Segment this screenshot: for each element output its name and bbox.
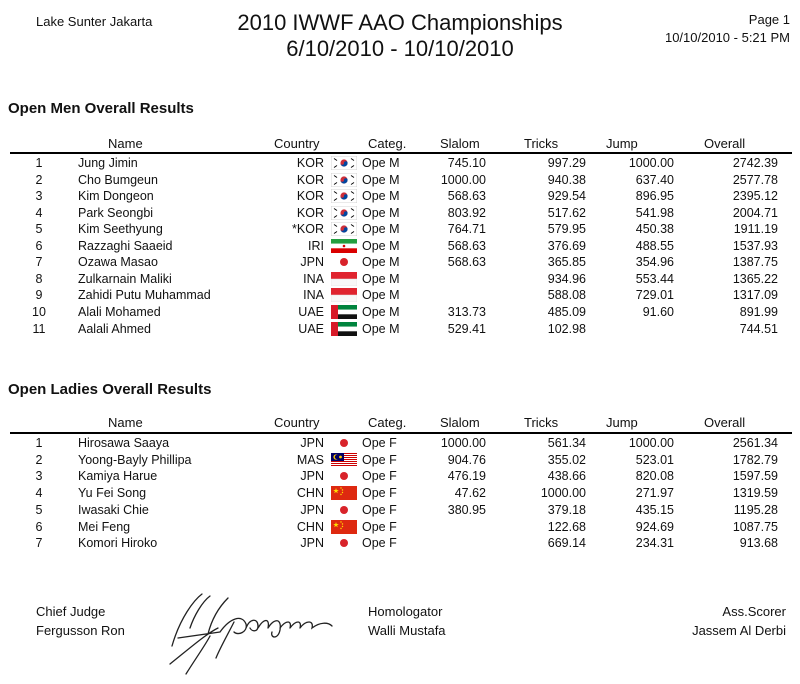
athlete-name: Kamiya Harue xyxy=(78,469,158,484)
overall-score: 1911.19 xyxy=(733,222,778,237)
rank-cell: 2 xyxy=(35,172,43,187)
jump-score: 820.08 xyxy=(635,469,674,484)
category-cell: Ope M xyxy=(362,238,400,253)
japan-flag-icon xyxy=(331,255,357,269)
japan-flag-icon xyxy=(331,436,357,450)
slalom-score: 47.62 xyxy=(454,486,486,501)
page-number: Page 1 xyxy=(748,12,790,27)
rank-cell: 5 xyxy=(35,502,43,517)
men-col-categ: Categ. xyxy=(368,136,407,151)
tricks-score: 669.14 xyxy=(547,536,586,551)
category-cell: Ope M xyxy=(362,321,400,336)
tricks-score: 485.09 xyxy=(547,304,586,319)
men-section-title: Open Men Overall Results xyxy=(8,100,194,117)
country-code: CHN xyxy=(296,519,324,534)
korea-flag-icon xyxy=(331,156,357,170)
category-cell: Ope M xyxy=(362,304,400,319)
tricks-score: 355.02 xyxy=(547,452,586,467)
tricks-score: 517.62 xyxy=(547,205,586,220)
jump-score: 1000.00 xyxy=(628,156,674,170)
rank-cell: 9 xyxy=(35,288,43,303)
men-col-country: Country xyxy=(274,136,320,151)
slalom-score: 803.92 xyxy=(447,205,486,220)
tricks-score: 122.68 xyxy=(547,519,586,534)
slalom-score: 904.76 xyxy=(447,452,486,467)
korea-flag-icon xyxy=(331,206,357,220)
tricks-score: 438.66 xyxy=(547,469,586,484)
ladies-col-slalom: Slalom xyxy=(440,415,480,430)
ladies-col-tricks: Tricks xyxy=(524,415,559,430)
country-code: JPN xyxy=(300,255,324,270)
category-cell: Ope M xyxy=(362,156,400,170)
country-code: KOR xyxy=(296,172,324,187)
athlete-name: Cho Bumgeun xyxy=(78,172,158,187)
china-flag-icon xyxy=(331,486,357,500)
table-row xyxy=(0,221,800,238)
athlete-name: Hirosawa Saaya xyxy=(78,436,170,450)
athlete-name: Yoong-Bayly Phillipa xyxy=(78,452,192,467)
rank-cell: 1 xyxy=(35,156,43,170)
overall-score: 2395.12 xyxy=(732,189,778,204)
overall-score: 1782.79 xyxy=(732,452,778,467)
rank-cell: 2 xyxy=(35,452,43,467)
table-row xyxy=(0,535,800,552)
men-col-name: Name xyxy=(108,136,143,151)
country-code: *KOR xyxy=(292,222,324,237)
tricks-score: 102.98 xyxy=(547,321,586,336)
athlete-name: Jung Jimin xyxy=(78,156,138,170)
chief-judge-role: Chief Judge xyxy=(36,604,106,619)
rank-cell: 11 xyxy=(32,321,46,336)
slalom-score: 764.71 xyxy=(447,222,486,237)
athlete-name: Aalali Ahmed xyxy=(78,321,151,336)
category-cell: Ope M xyxy=(362,255,400,270)
signature-image xyxy=(150,588,340,678)
table-row xyxy=(0,238,800,255)
overall-score: 744.51 xyxy=(739,321,778,336)
table-row xyxy=(0,435,800,452)
overall-score: 1365.22 xyxy=(732,271,778,286)
athlete-name: Kim Seethyung xyxy=(78,222,163,237)
ladies-header-rule xyxy=(10,432,792,434)
jump-score: 91.60 xyxy=(642,304,674,319)
table-row xyxy=(0,287,800,304)
country-code: INA xyxy=(303,288,324,303)
jump-score: 435.15 xyxy=(635,502,674,517)
china-flag-icon xyxy=(331,520,357,534)
tricks-score: 561.34 xyxy=(547,436,586,450)
scorer-name: Jassem Al Derbi xyxy=(692,623,786,638)
korea-flag-icon xyxy=(331,222,357,236)
ladies-col-name: Name xyxy=(108,415,143,430)
overall-score: 2577.78 xyxy=(732,172,778,187)
ladies-col-overall: Overall xyxy=(704,415,746,430)
tricks-score: 929.54 xyxy=(547,189,586,204)
table-row xyxy=(0,155,800,172)
country-code: CHN xyxy=(296,486,324,501)
overall-score: 2742.39 xyxy=(732,156,778,170)
jump-score: 523.01 xyxy=(635,452,674,467)
table-row xyxy=(0,254,800,271)
category-cell: Ope M xyxy=(362,288,400,303)
athlete-name: Zahidi Putu Muhammad xyxy=(78,288,211,303)
country-code: KOR xyxy=(296,156,324,170)
athlete-name: Ozawa Masao xyxy=(78,255,158,270)
country-code: UAE xyxy=(298,321,324,336)
uae-flag-icon xyxy=(331,305,357,319)
overall-score: 1319.59 xyxy=(732,486,778,501)
jump-score: 924.69 xyxy=(635,519,674,534)
jump-score: 896.95 xyxy=(635,189,674,204)
jump-score: 450.38 xyxy=(635,222,674,237)
country-code: IRI xyxy=(308,238,324,253)
overall-score: 1597.59 xyxy=(732,469,778,484)
slalom-score: 313.73 xyxy=(447,304,486,319)
athlete-name: Park Seongbi xyxy=(78,205,154,220)
athlete-name: Alali Mohamed xyxy=(78,304,161,319)
tricks-score: 934.96 xyxy=(547,271,586,286)
japan-flag-icon xyxy=(331,503,357,517)
tricks-score: 1000.00 xyxy=(540,486,586,501)
jump-score: 541.98 xyxy=(635,205,674,220)
uae-flag-icon xyxy=(331,322,357,336)
country-code: UAE xyxy=(298,304,324,319)
athlete-name: Komori Hiroko xyxy=(78,536,158,551)
slalom-score: 529.41 xyxy=(447,321,486,336)
overall-score: 2004.71 xyxy=(732,205,778,220)
country-code: KOR xyxy=(296,189,324,204)
slalom-score: 476.19 xyxy=(447,469,486,484)
overall-score: 913.68 xyxy=(739,536,778,551)
country-code: JPN xyxy=(300,536,324,551)
event-title: 2010 IWWF AAO Championships xyxy=(237,10,563,35)
tricks-score: 376.69 xyxy=(547,238,586,253)
rank-cell: 6 xyxy=(35,238,43,253)
print-timestamp: 10/10/2010 - 5:21 PM xyxy=(664,30,790,45)
jump-score: 271.97 xyxy=(635,486,674,501)
category-cell: Ope M xyxy=(362,205,400,220)
category-cell: Ope F xyxy=(362,452,397,467)
category-cell: Ope M xyxy=(362,222,400,237)
tricks-score: 365.85 xyxy=(547,255,586,270)
country-code: KOR xyxy=(296,205,324,220)
category-cell: Ope F xyxy=(362,502,397,517)
athlete-name: Razzaghi Saaeid xyxy=(78,238,173,253)
overall-score: 891.99 xyxy=(739,304,778,319)
table-row xyxy=(0,188,800,205)
jump-score: 729.01 xyxy=(635,288,674,303)
malaysia-flag-icon xyxy=(331,453,357,467)
athlete-name: Kim Dongeon xyxy=(78,189,154,204)
slalom-score: 568.63 xyxy=(447,189,486,204)
table-row xyxy=(0,452,800,469)
rank-cell: 1 xyxy=(35,436,43,450)
men-header-rule xyxy=(10,152,792,154)
rank-cell: 3 xyxy=(35,469,43,484)
category-cell: Ope M xyxy=(362,172,400,187)
country-code: MAS xyxy=(296,452,324,467)
chief-judge-name: Fergusson Ron xyxy=(36,623,125,638)
slalom-score: 1000.00 xyxy=(440,172,486,187)
rank-cell: 8 xyxy=(35,271,43,286)
korea-flag-icon xyxy=(331,173,357,187)
ladies-col-country: Country xyxy=(274,415,320,430)
japan-flag-icon xyxy=(331,469,357,483)
homologator-name: Walli Mustafa xyxy=(368,623,446,638)
table-row xyxy=(0,468,800,485)
jump-score: 354.96 xyxy=(635,255,674,270)
overall-score: 1387.75 xyxy=(732,255,778,270)
category-cell: Ope F xyxy=(362,519,397,534)
athlete-name: Yu Fei Song xyxy=(78,486,147,501)
indonesia-flag-icon xyxy=(331,288,357,302)
jump-score: 553.44 xyxy=(635,271,674,286)
men-col-overall: Overall xyxy=(704,136,746,151)
jump-score: 488.55 xyxy=(635,238,674,253)
rank-cell: 4 xyxy=(35,205,43,220)
table-row xyxy=(0,502,800,519)
men-col-jump: Jump xyxy=(606,136,638,151)
slalom-score: 745.10 xyxy=(447,156,486,170)
country-code: JPN xyxy=(300,502,324,517)
slalom-score: 568.63 xyxy=(447,255,486,270)
table-row xyxy=(0,205,800,222)
slalom-score: 568.63 xyxy=(447,238,486,253)
tricks-score: 379.18 xyxy=(547,502,586,517)
table-row xyxy=(0,321,800,338)
rank-cell: 10 xyxy=(32,304,46,319)
rank-cell: 4 xyxy=(35,486,43,501)
tricks-score: 588.08 xyxy=(547,288,586,303)
athlete-name: Mei Feng xyxy=(78,519,131,534)
category-cell: Ope M xyxy=(362,271,400,286)
overall-score: 1087.75 xyxy=(732,519,778,534)
table-row xyxy=(0,304,800,321)
tricks-score: 940.38 xyxy=(547,172,586,187)
country-code: INA xyxy=(303,271,324,286)
venue-label: Lake Sunter Jakarta xyxy=(36,14,153,29)
rank-cell: 6 xyxy=(35,519,43,534)
homologator-role: Homologator xyxy=(368,604,443,619)
jump-score: 637.40 xyxy=(635,172,674,187)
overall-score: 2561.34 xyxy=(732,436,778,450)
jump-score: 1000.00 xyxy=(628,436,674,450)
ladies-col-categ: Categ. xyxy=(368,415,407,430)
category-cell: Ope F xyxy=(362,536,397,551)
rank-cell: 7 xyxy=(35,255,43,270)
iran-flag-icon xyxy=(331,239,357,253)
tricks-score: 579.95 xyxy=(547,222,586,237)
category-cell: Ope F xyxy=(362,436,397,450)
overall-score: 1537.93 xyxy=(732,238,778,253)
rank-cell: 7 xyxy=(35,536,43,551)
ladies-col-jump: Jump xyxy=(606,415,638,430)
japan-flag-icon xyxy=(331,536,357,550)
category-cell: Ope F xyxy=(362,469,397,484)
jump-score: 234.31 xyxy=(635,536,674,551)
men-col-slalom: Slalom xyxy=(440,136,480,151)
table-row xyxy=(0,172,800,189)
country-code: JPN xyxy=(300,436,324,450)
slalom-score: 380.95 xyxy=(447,502,486,517)
rank-cell: 3 xyxy=(35,189,43,204)
athlete-name: Iwasaki Chie xyxy=(78,502,149,517)
overall-score: 1195.28 xyxy=(733,502,778,517)
category-cell: Ope M xyxy=(362,189,400,204)
ladies-section-title: Open Ladies Overall Results xyxy=(8,381,212,398)
tricks-score: 997.29 xyxy=(547,156,586,170)
athlete-name: Zulkarnain Maliki xyxy=(78,271,172,286)
table-row xyxy=(0,519,800,536)
table-row xyxy=(0,271,800,288)
korea-flag-icon xyxy=(331,189,357,203)
overall-score: 1317.09 xyxy=(732,288,778,303)
slalom-score: 1000.00 xyxy=(440,436,486,450)
table-row xyxy=(0,485,800,502)
indonesia-flag-icon xyxy=(331,272,357,286)
scorer-role: Ass.Scorer xyxy=(722,604,786,619)
event-dates: 6/10/2010 - 10/10/2010 xyxy=(286,36,514,61)
rank-cell: 5 xyxy=(35,222,43,237)
men-col-tricks: Tricks xyxy=(524,136,559,151)
country-code: JPN xyxy=(300,469,324,484)
category-cell: Ope F xyxy=(362,486,397,501)
